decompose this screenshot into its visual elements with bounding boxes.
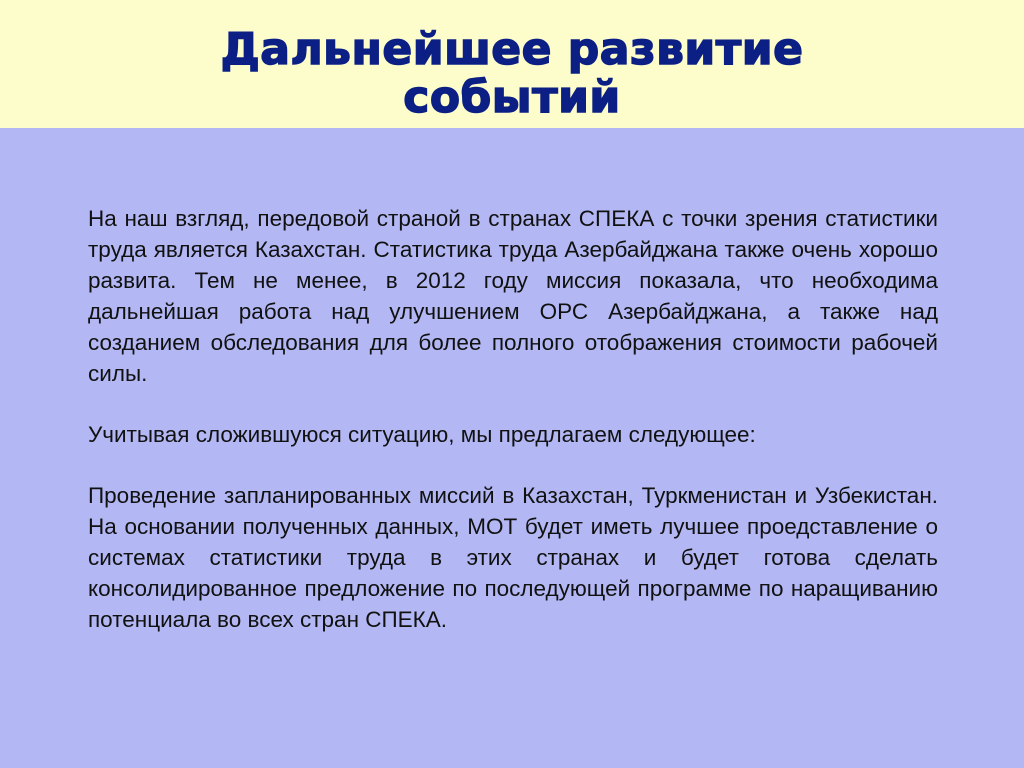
body-paragraph-1: На наш взгляд, передовой страной в странах СПЕКА с точки зрения статистики труда является Казахстан. Статистика труда Азербайджана также очень хорошо развита. Тем не менее, в 2012 году миссия показала, что необходима дальнейшая работа над улучшением ОРС Азербайджана, а также над созданием обследования для более полного отображения стоимости рабочей силы. [88, 206, 938, 386]
slide-title-line-1: Дальнейшее развитие [220, 24, 804, 75]
slide-title-line-2: событий [403, 72, 621, 123]
slide-body [88, 203, 938, 635]
slide-title [0, 26, 1024, 122]
body-paragraph-2: Учитывая сложившуюся ситуацию, мы предлагаем следующее: [88, 422, 756, 447]
body-paragraph-3: Проведение запланированных миссий в Казахстан, Туркменистан и Узбекистан. На основании полученных данных, МОТ будет иметь лучшее проедставление о системах статистики труда в этих странах и будет готова сделать консолидированное предложение по последующей программе по наращиванию потенциала во всех стран СПЕКА. [88, 483, 938, 632]
